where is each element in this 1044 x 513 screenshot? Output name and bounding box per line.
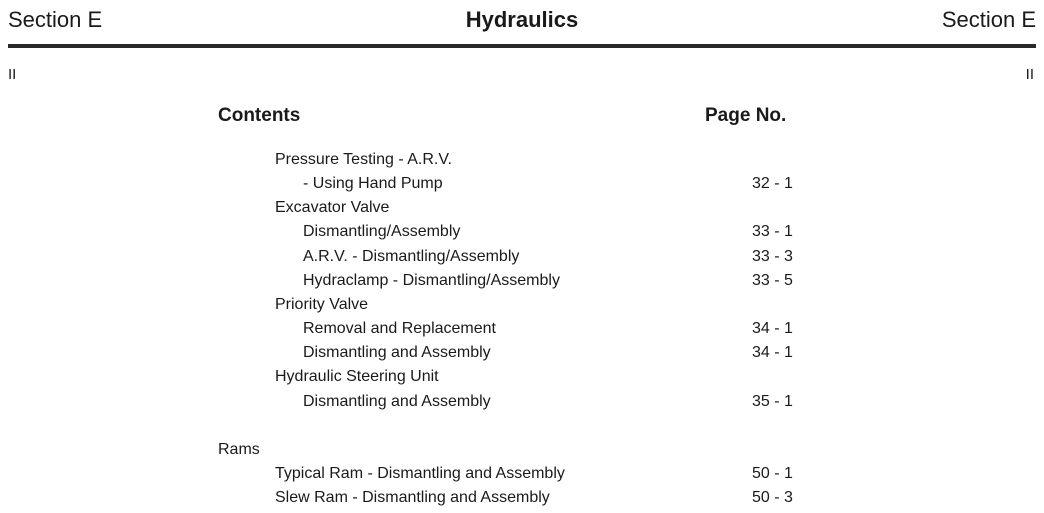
contents-heading: Contents bbox=[218, 105, 301, 126]
entry-label: Priority Valve bbox=[275, 296, 369, 313]
entry-label: Pressure Testing - A.R.V. bbox=[275, 151, 452, 168]
contents-entry bbox=[0, 196, 1044, 220]
header-rule bbox=[8, 44, 1036, 48]
entry-label: Dismantling/Assembly bbox=[303, 223, 461, 240]
entry-label: Slew Ram - Dismantling and Assembly bbox=[275, 489, 550, 506]
entry-page-number: 32 - 1 bbox=[752, 175, 793, 192]
contents-entry bbox=[0, 317, 1044, 341]
contents-entry bbox=[0, 269, 1044, 293]
entry-label: Hydraclamp - Dismantling/Assembly bbox=[303, 272, 560, 289]
contents-entry bbox=[0, 172, 1044, 196]
contents-entry bbox=[0, 293, 1044, 317]
contents-entry bbox=[0, 341, 1044, 365]
margin-mark-left: II bbox=[8, 66, 17, 83]
entry-label: Dismantling and Assembly bbox=[303, 393, 491, 410]
entry-page-number: 34 - 1 bbox=[752, 344, 793, 361]
entry-label: Rams bbox=[218, 441, 260, 458]
entry-label: Typical Ram - Dismantling and Assembly bbox=[275, 465, 565, 482]
section-label-left: Section E bbox=[8, 7, 103, 32]
contents-entry bbox=[0, 365, 1044, 389]
entry-page-number: 33 - 5 bbox=[752, 272, 793, 289]
entry-page-number: 33 - 1 bbox=[752, 223, 793, 240]
entry-label: A.R.V. - Dismantling/Assembly bbox=[303, 248, 520, 265]
entry-label: Excavator Valve bbox=[275, 199, 390, 216]
contents-entry bbox=[0, 438, 1044, 462]
page-title: Hydraulics bbox=[465, 7, 579, 32]
contents-entry bbox=[0, 486, 1044, 510]
entry-page-number: 50 - 1 bbox=[752, 465, 793, 482]
entry-label: Removal and Replacement bbox=[303, 320, 496, 337]
entry-page-number: 35 - 1 bbox=[752, 393, 793, 410]
entry-label: Hydraulic Steering Unit bbox=[275, 368, 439, 385]
entry-page-number: 50 - 3 bbox=[752, 489, 793, 506]
margin-mark-right: II bbox=[1025, 66, 1034, 83]
entry-label: - Using Hand Pump bbox=[303, 175, 443, 192]
contents-entry bbox=[0, 390, 1044, 414]
entry-page-number: 34 - 1 bbox=[752, 320, 793, 337]
contents-entry bbox=[0, 245, 1044, 269]
contents-entry bbox=[0, 220, 1044, 244]
page-number-heading: Page No. bbox=[705, 105, 787, 126]
section-label-right: Section E bbox=[941, 7, 1036, 32]
contents-entry bbox=[0, 148, 1044, 172]
entry-label: Dismantling and Assembly bbox=[303, 344, 491, 361]
contents-entry bbox=[0, 462, 1044, 486]
entry-page-number: 33 - 3 bbox=[752, 248, 793, 265]
